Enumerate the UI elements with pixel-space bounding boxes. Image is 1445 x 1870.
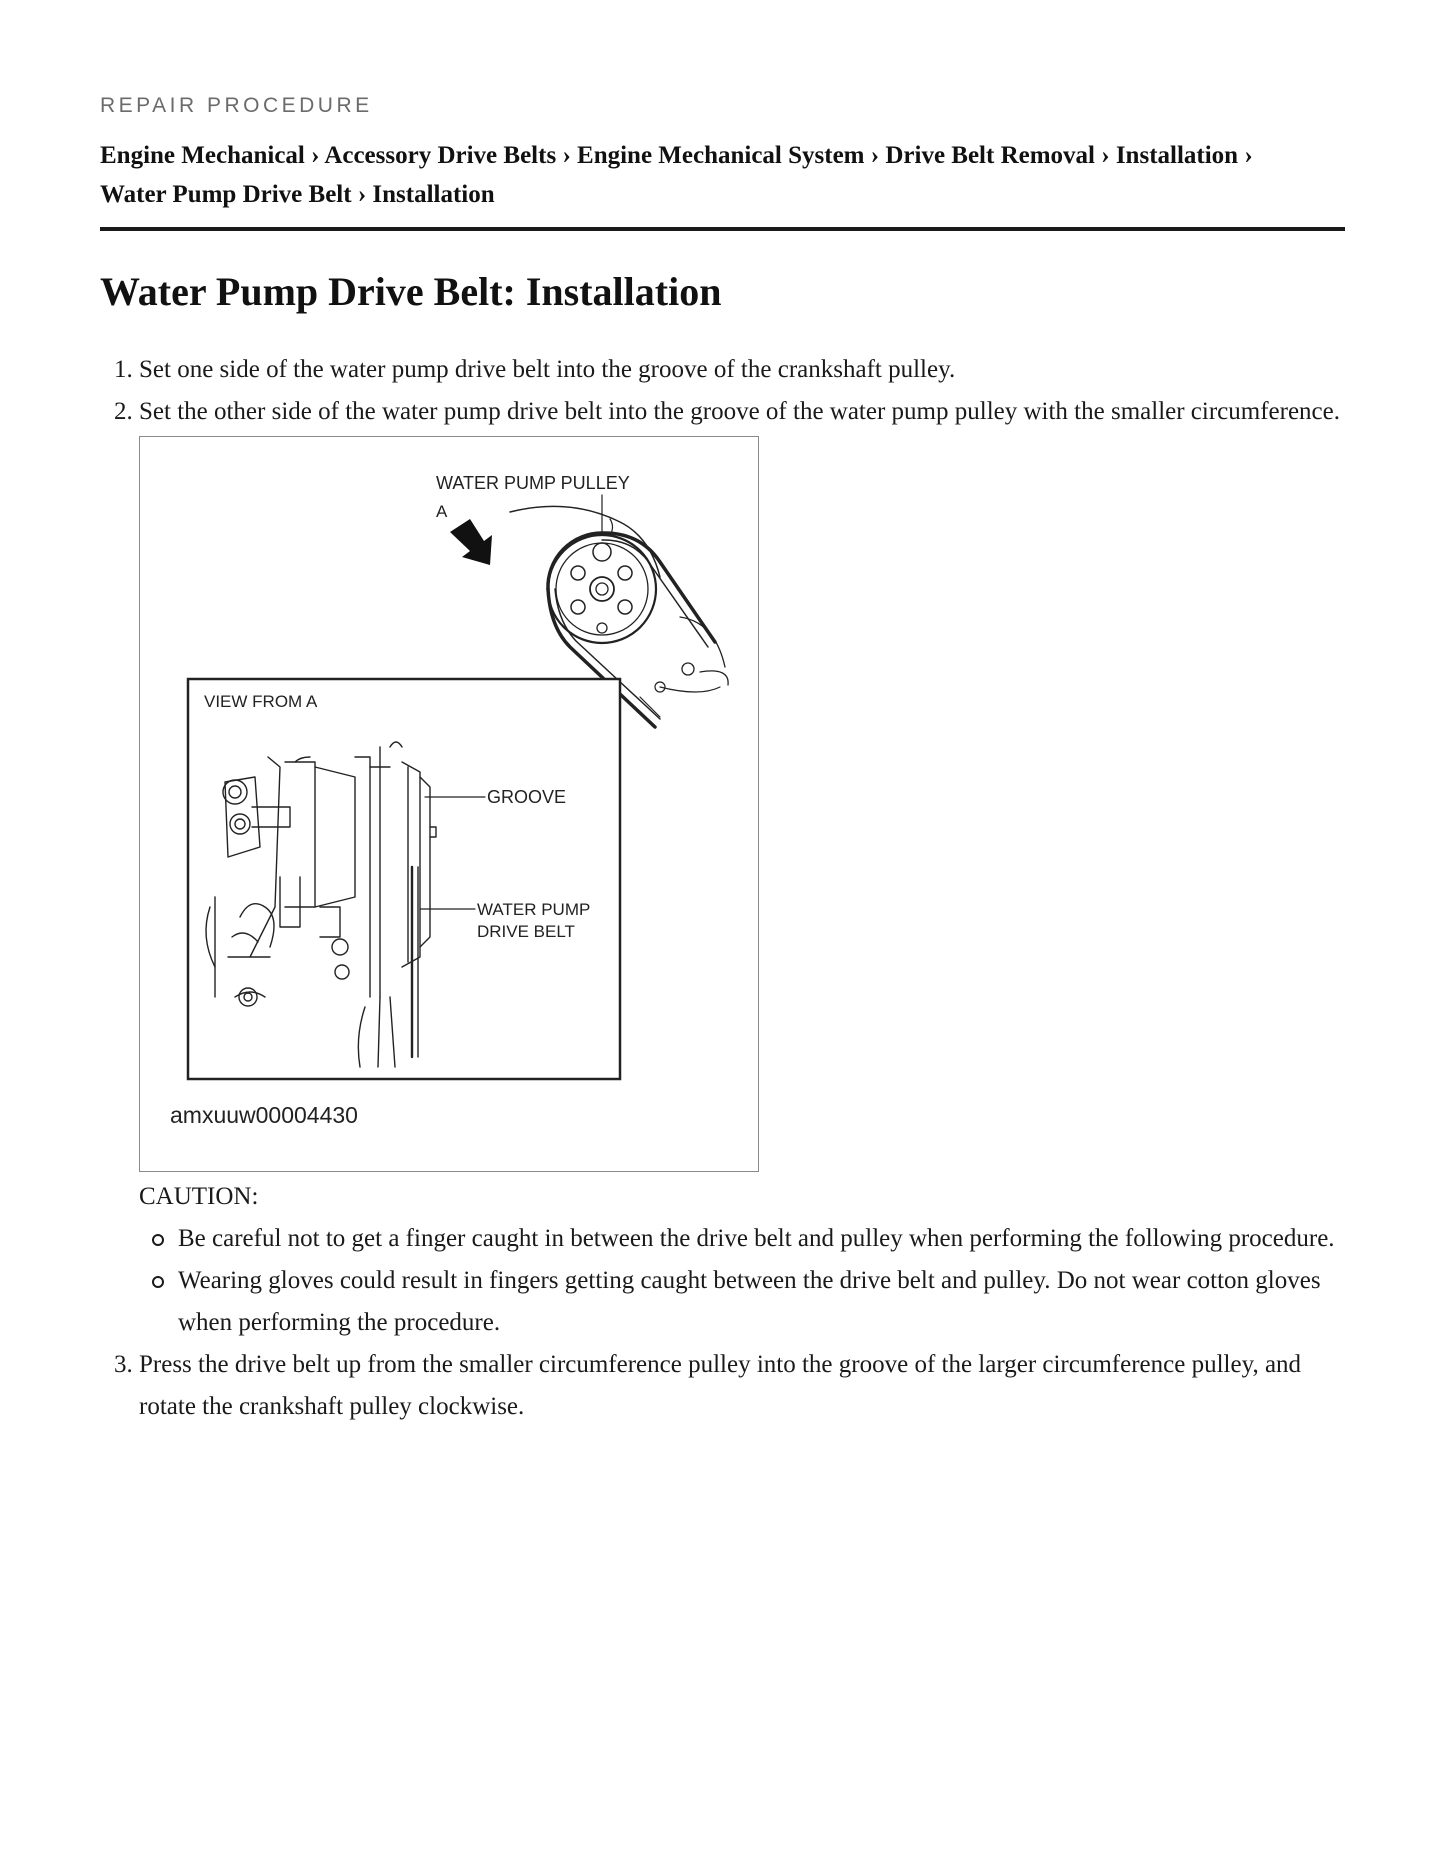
hollow-bullet-icon [152, 1276, 164, 1288]
caution-text: Wearing gloves could result in fingers getting caught between the drive belt and pulley. Do not wear cotton gloves when performing the procedure. [178, 1267, 1321, 1336]
installation-diagram [139, 436, 759, 1172]
step-text: Set the other side of the water pump drive belt into the groove of the water pump pulley with the smaller circumference. [139, 398, 1341, 425]
drive-belt-label-line1: WATER PUMP [477, 900, 591, 919]
figure-image-id: amxuuw00004430 [170, 1102, 358, 1128]
procedure-step [139, 349, 1345, 391]
caution-text: Be careful not to get a finger caught in between the drive belt and pulley when performing the following procedure. [178, 1225, 1335, 1252]
hollow-bullet-icon [152, 1234, 164, 1246]
breadcrumb [100, 136, 1345, 214]
drive-belt-label-line2: DRIVE BELT [477, 922, 575, 941]
diagram-illustration [140, 437, 758, 1171]
breadcrumb-separator: › [311, 142, 320, 169]
step-text: Press the drive belt up from the smaller circumference pulley into the groove of the larger circumference pulley, and rotate the crankshaft pulley clockwise. [139, 1351, 1302, 1420]
caution-list [139, 1218, 1345, 1344]
breadcrumb-item: Engine Mechanical [100, 142, 305, 169]
caution-item [178, 1218, 1345, 1260]
document-kicker: REPAIR PROCEDURE [100, 94, 373, 117]
breadcrumb-item: Engine Mechanical System [577, 142, 865, 169]
breadcrumb-separator: › [357, 181, 367, 208]
breadcrumb-separator: › [562, 142, 571, 169]
procedure-steps [100, 349, 1345, 1428]
page-title: Water Pump Drive Belt: Installation [100, 269, 722, 314]
caution-item [178, 1260, 1345, 1344]
procedure-step [139, 1344, 1345, 1428]
procedure-step [139, 391, 1345, 1344]
breadcrumb-separator: › [1101, 142, 1110, 169]
breadcrumb-item: Water Pump Drive Belt [100, 181, 352, 208]
breadcrumb-item: Drive Belt Removal [885, 142, 1095, 169]
water-pump-pulley-label: WATER PUMP PULLEY [436, 473, 630, 493]
breadcrumb-separator: › [1244, 142, 1253, 169]
caution-label: CAUTION: [139, 1183, 259, 1210]
step-text: Set one side of the water pump drive belt into the groove of the crankshaft pulley. [139, 356, 956, 383]
view-marker-label: A [436, 502, 448, 521]
breadcrumb-item: Accessory Drive Belts [324, 142, 557, 169]
breadcrumb-item: Installation [1115, 142, 1239, 169]
header-divider [100, 227, 1345, 231]
groove-label: GROOVE [487, 787, 567, 807]
breadcrumb-item: Installation [372, 181, 495, 208]
breadcrumb-separator: › [870, 142, 880, 169]
view-from-a-label: VIEW FROM A [204, 692, 318, 711]
